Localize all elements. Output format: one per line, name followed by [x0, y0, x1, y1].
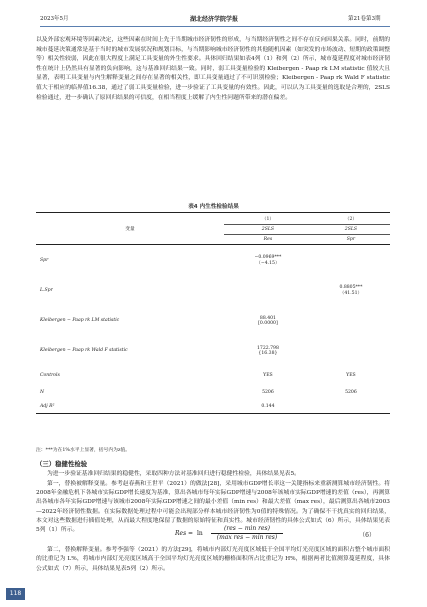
cell: YES — [263, 373, 273, 378]
endogeneity-table — [36, 212, 390, 415]
pval: [0.0000] — [258, 320, 278, 326]
table-row — [36, 366, 390, 386]
cell: YES — [346, 373, 356, 378]
row-label: Adj R² — [40, 403, 55, 409]
table-row — [36, 386, 390, 400]
equation-ln: ln — [197, 530, 203, 537]
col1-depvar: Res — [224, 234, 312, 244]
row-label: Kleibergen − Paap rk LM statistic — [40, 318, 120, 323]
row-label: N — [40, 390, 45, 395]
body-paragraph-2: 为进一步验证基准回归结果的稳健性，采取四种方法对基准回归进行稳健性检验，具体结果见表5。 — [47, 471, 300, 477]
col1-number: （1） — [261, 216, 274, 222]
critical-value: {16.38} — [258, 350, 278, 356]
table-row — [36, 400, 390, 414]
table-row — [36, 336, 390, 366]
row-label: Controls — [40, 373, 60, 378]
body-paragraph-1: 以及外部宏观环境等因素决定，这些因素在时间上先于当期城市经济韧性的形成，与当期经济韧性之间不存在反向因果关系。同时，前期的城市蔓延决策通常是基于当时的城市发展状况和规划目标，与当期影响城市经济韧性的其他随机因素（如突发的市场波动、短期的政策调整等）相关性较弱，因此在很大程度上满足工具变量的外生性要求。具体回归结果如表4列（1）和列（2）所示，城市蔓延程度对城市经济韧性在统计上仍然具有显著的负向影响，这与基准回归结果一致。同时，弱工具变量检验的 Kleibergen - Paap rk LM statistic 值较大且显著，表明工具变量与内生解释变量之间存在显著的相关性，即工具变量通过了不可识别检验；Kleibergen - Paap rk Wald F statistic 值大于相应的临界值16.38，通过了弱工具变量检验，进一步验证了工具变量的有效性。因此，可以认为工具变量的选取是合理的，2SLS 检验通过，进一步确认了原回归结果的可信度，在相当程度上缓解了内生性问题所带来的潜在偏差。 — [36, 37, 390, 101]
row-label: L.Spr — [40, 288, 53, 293]
table-header-variable: 变量 — [125, 226, 135, 232]
header-rule — [40, 26, 390, 27]
col1-method: 2SLS — [224, 224, 312, 234]
coef: −0.0969*** — [254, 255, 282, 260]
table-row — [36, 246, 390, 276]
cell: 0.144 — [261, 403, 275, 409]
stat: 1722.798 — [256, 345, 279, 351]
cell: 5206 — [262, 390, 274, 395]
zval: （41.51） — [339, 291, 363, 296]
table-caption: 表4 内生性检验结果 — [188, 204, 239, 210]
header-date: 2023年5月 — [40, 16, 69, 22]
header-volume: 第21卷第3期 — [348, 16, 381, 22]
col2-method: 2SLS — [312, 224, 390, 234]
zval: （−4.15） — [256, 261, 280, 266]
equation-denominator: (max res − min res) — [216, 534, 278, 541]
equation-number: （6） — [359, 532, 375, 539]
equation-lhs: Res = — [175, 530, 194, 537]
page-number: 118 — [6, 588, 25, 600]
equation-numerator: (res − min res) — [211, 525, 283, 534]
row-label: Spr — [40, 258, 49, 263]
cell: 5206 — [345, 390, 357, 395]
body-paragraph-3: 第一，替换被解释变量。参考赵春燕和王世平（2021）的做法[28]，采用城市GDP增长率这一关键指标来重新测算城市经济韧性。将2008年金融危机下各城市实际GDP增长速度为基准，算出各城市每年实际GDP增速与2008年该城市实际GDP增速的差值（res），再测算出各城市各年实际GDP增速与该城市2008年实际GDP增速之间的最小差值（min res）和最大差值（max res），最后测算出各城市2003—2022年经济韧性数据。在实际数据处理过程中可能会出现部分样本城市经济韧性为0值的特殊情况。为了确保不干扰真实的回归结果，本文对这些数据进行插值处理，从而最大程度地保留了数据的原始特征和真实性。城市经济韧性的具体公式如式（6）所示，具体结果见表5列（1）所示。 — [36, 481, 390, 534]
coef: 0.8805*** — [339, 285, 363, 290]
table-row — [36, 306, 390, 336]
equation-6 — [0, 525, 427, 543]
table-note: 注：***为在1%水平上显著，括号内为z值。 — [36, 448, 131, 453]
col2-number: （2） — [344, 216, 357, 222]
table-row — [36, 276, 390, 306]
running-header — [0, 14, 427, 26]
row-label: Kleibergen − Paap rk Wald F statistic — [40, 348, 128, 353]
equation-fraction — [211, 525, 283, 542]
header-journal: 湖北经济学院学报 — [190, 16, 239, 23]
col2-depvar: Spr — [312, 234, 390, 244]
section-heading: （三）稳健性检验 — [36, 460, 88, 468]
stat: 88.401 — [259, 315, 276, 321]
body-paragraph-4: 第二，替换解释变量。参考李强等（2021）的方法[29]，将城市内部灯光亮度区域低于全国平均灯光亮度区域的面积占整个城市面积的比重记为 L%，将城市内部灯光亮度区域高于全国平均灯光亮度区域的栅格面积所占比重记为 H%，根据两者比值测算蔓延程度，具体公式如式（7）所示，具体结果见表5列（2）所示。 — [36, 547, 390, 572]
